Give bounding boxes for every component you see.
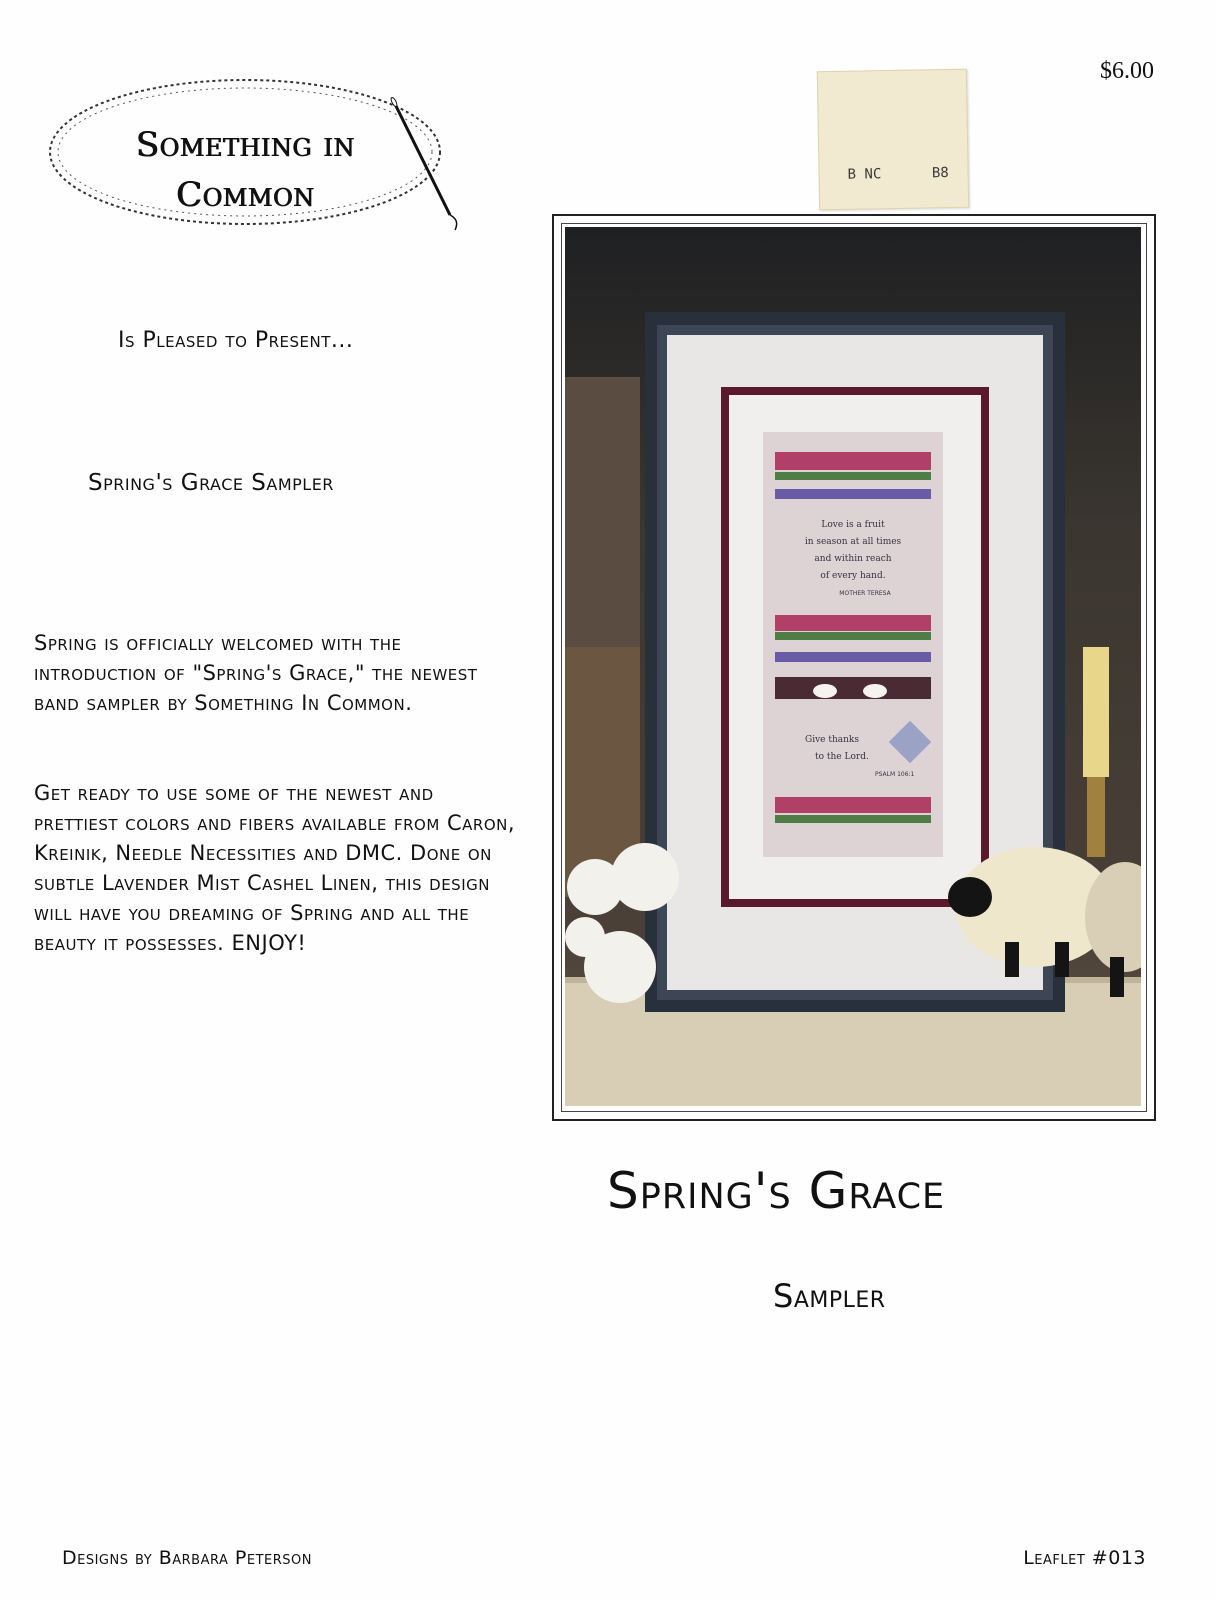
sampler-verse-line1: Love is a fruit bbox=[821, 520, 885, 530]
sampler-photo bbox=[565, 227, 1141, 1106]
main-title: Spring's Grace bbox=[607, 1162, 946, 1220]
sampler-verse-line4: of every hand. bbox=[820, 571, 886, 581]
candle-holder bbox=[1087, 777, 1105, 857]
leaflet-number: Leaflet #013 bbox=[1023, 1547, 1146, 1569]
tagline: Is Pleased to Present... bbox=[118, 328, 354, 353]
sampler-verse2-line2: to the Lord. bbox=[815, 752, 869, 762]
subtitle: Spring's Grace Sampler bbox=[88, 470, 334, 496]
logo-line2: Common bbox=[175, 175, 315, 215]
flower-band-top bbox=[775, 452, 931, 499]
designer-credit: Designs by Barbara Peterson bbox=[62, 1547, 312, 1569]
description-paragraph-2: Get ready to use some of the newest and prettiest colors and fibers available from Caron, Kreinik, Needle Necessities and DMC. Done on subtle Lavender Mist Cashel Linen, this design will have you dreaming of Spring and all the beauty it possesses. ENJOY! bbox=[34, 781, 516, 955]
brand-logo bbox=[40, 70, 470, 240]
flower-band-bottom bbox=[775, 797, 931, 823]
main-subtitle: Sampler bbox=[773, 1277, 886, 1315]
photo-border bbox=[552, 214, 1156, 1121]
sampler-attribution2: PSALM 106:1 bbox=[875, 771, 915, 778]
candle bbox=[1083, 647, 1109, 777]
flower-band-middle bbox=[775, 615, 931, 699]
logo-text bbox=[95, 120, 395, 220]
logo-line1: Something in bbox=[135, 125, 355, 165]
price-sticker bbox=[817, 69, 969, 211]
sticker-line1: B NC B8 bbox=[847, 165, 949, 183]
price-label: $6.00 bbox=[1100, 58, 1154, 84]
description-paragraph-1: Spring is officially welcomed with the introduction of "Spring's Grace," the newest band sampler by Something In Common. bbox=[34, 631, 478, 715]
sampler-verse-line2: in season at all times bbox=[804, 537, 902, 547]
sampler-verse2-line1: Give thanks bbox=[805, 735, 859, 745]
sampler-verse-line3: and within reach bbox=[814, 554, 892, 564]
sampler-attribution: MOTHER TERESA bbox=[839, 590, 891, 597]
sampler-photo-illustration bbox=[565, 227, 1141, 1106]
